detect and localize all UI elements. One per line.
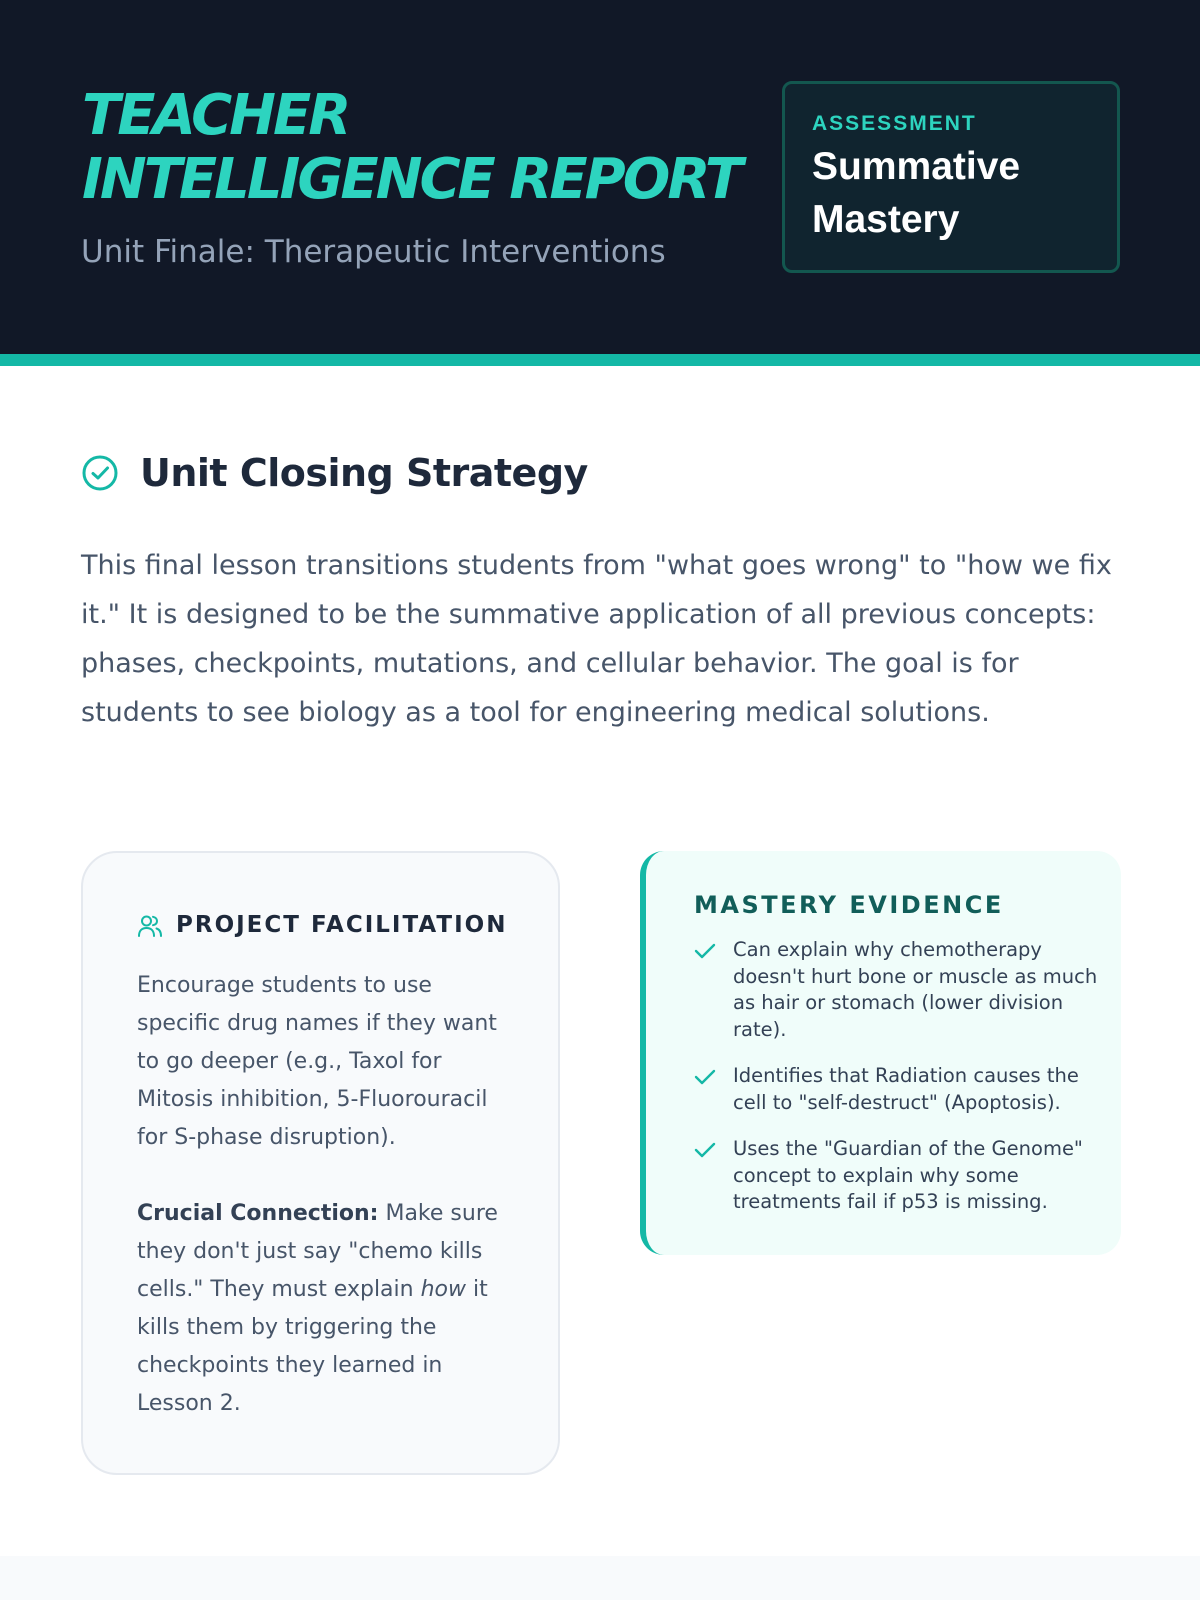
report-header [0,0,1200,354]
mastery-item [693,937,1098,1043]
facilitation-body [137,967,517,1423]
checkmark-icon [694,1068,716,1086]
title-line-1: TEACHER [82,83,349,148]
report-title [82,84,802,212]
checkmark-icon [694,942,716,960]
mastery-evidence-card [640,851,1121,1255]
title-line-2: INTELLIGENCE REPORT [82,147,741,212]
mastery-item-text: Uses the "Guardian of the Genome" concept to explain why some treatments fail if p53 is missing. [733,1137,1083,1213]
users-icon [137,913,163,939]
section-title: Unit Closing Strategy [140,451,588,495]
report-subtitle: Unit Finale: Therapeutic Interventions [81,234,666,270]
mastery-item-text: Can explain why chemotherapy doesn't hurt bone or muscle as much as hair or stomach (lower division rate). [733,938,1098,1041]
mastery-title: MASTERY EVIDENCE [694,891,1004,919]
header-accent-stripe [0,354,1200,366]
facilitation-title: PROJECT FACILITATION [176,912,508,938]
crucial-connection-text-2: it kills them by triggering the checkpoints they learned in Lesson 2. [137,1277,488,1416]
mastery-list [693,937,1098,1236]
mastery-item [693,1063,1098,1116]
crucial-connection-text-1: Make sure they don't just say "chemo kills cells." They must explain [137,1201,498,1302]
footer-strip [0,1556,1200,1600]
check-circle-icon [81,454,119,492]
facilitation-card [81,851,560,1475]
crucial-connection-paragraph [137,1195,517,1423]
assessment-value: Summative Mastery [812,145,1021,241]
section-intro: This final lesson transitions students from "what goes wrong" to "how we fix it." It is designed to be the summative application of all previous concepts: phases, checkpoints, mutations, and cellular behavior. The goal is for students to see biology as a tool for engineering medical solutions. [81,550,1112,728]
assessment-card [782,81,1120,273]
assessment-kicker: ASSESSMENT [812,112,977,135]
mastery-item-text: Identifies that Radiation causes the cell to "self-destruct" (Apoptosis). [733,1064,1079,1114]
mastery-item [693,1136,1098,1216]
facilitation-paragraph: Encourage students to use specific drug names if they want to go deeper (e.g., Taxol for Mitosis inhibition, 5-Fluorouracil for S-phase disruption). [137,973,497,1150]
crucial-connection-label: Crucial Connection: [137,1201,379,1226]
checkmark-icon [694,1141,716,1159]
crucial-connection-emphasis: how [420,1277,466,1302]
